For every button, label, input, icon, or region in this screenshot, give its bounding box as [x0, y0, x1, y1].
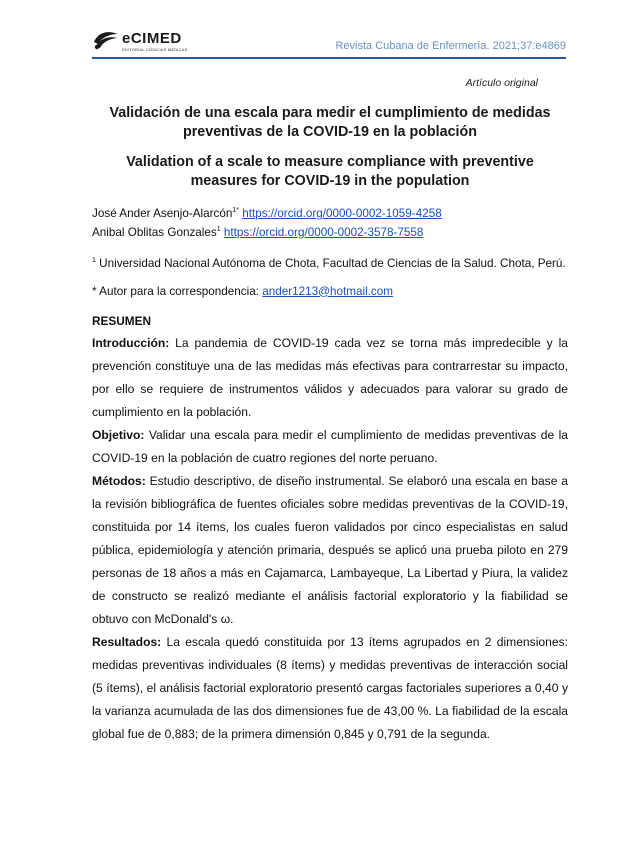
affiliation-text: Universidad Nacional Autónoma de Chota, Facultad de Ciencias de la Salud. Chota, Perú. — [99, 256, 566, 270]
author-line — [92, 203, 568, 222]
affiliation-mark: 1 — [92, 256, 96, 264]
section-text: La pandemia de COVID-19 cada vez se torna más impredecible y la prevención constituye una de las medidas más efectivas para contrarrestar su impacto, por ello se requiere de instrumentos válidos y adecuados para valorar su grado de cumplimiento en la población. — [92, 335, 568, 419]
article-body — [92, 104, 568, 746]
abstract-heading: RESUMEN — [92, 313, 151, 328]
journal-reference: Revista Cubana de Enfermería. 2021;37:e4869 — [335, 40, 566, 52]
section-label: Introducción: — [92, 335, 170, 350]
section-text: Validar una escala para medir el cumplimiento de medidas preventivas de la COVID-19 en la población de cuatro regiones del norte peruano. — [92, 427, 568, 465]
publisher-logo — [92, 28, 202, 54]
author-name: José Ander Asenjo-Alarcón — [92, 206, 233, 220]
abstract-methods — [92, 470, 568, 631]
section-label: Métodos: — [92, 473, 146, 488]
title-english: Validation of a scale to measure compliance with preventive measures for COVID-19 in the population — [126, 154, 534, 189]
section-text: Estudio descriptivo, de diseño instrumental. Se elaboró una escala en base a la revisión bibliográfica de fuentes oficiales sobre medidas preventivas de la COVID-19, constituida por 14 ítems, los cuales fueron validados por cinco especialistas en salud pública, epidemiología y atención primaria, después se aplicó una prueba piloto en 279 personas de 18 años a más en Cajamarca, Lambayeque, La Libertad y Piura, la validez de constructo se realizó mediante el análisis factorial exploratorio y la fiabilidad se obtuvo con McDonald's ω. — [92, 473, 568, 626]
section-text: La escala quedó constituida por 13 ítems agrupados en 2 dimensiones: medidas preventivas individuales (8 ítems) y medidas preventivas de interacción social (5 ítems), el análisis factorial exploratorio presentó cargas factoriales superiores a 0,40 y la varianza acumulada de las dos dimensiones fue de 43,00 %. La fiabilidad de la escala global fue de 0,883; de la primera dimensión 0,845 y 0,791 de la segunda. — [92, 634, 568, 741]
orcid-link[interactable]: https://orcid.org/0000-0002-1059-4258 — [242, 206, 442, 220]
logo-subtitle: EDITORIAL CIENCIAS MÉDICAS — [122, 47, 188, 52]
correspondence-label: * Autor para la correspondencia: — [92, 284, 259, 298]
correspondence — [92, 284, 568, 300]
title-spanish: Validación de una escala para medir el cumplimiento de medidas preventivas de la COVID-19 en la población — [109, 105, 551, 140]
author-marks: 1* — [232, 207, 239, 214]
header-divider — [92, 57, 566, 59]
page-header — [0, 0, 642, 60]
abstract-results — [92, 631, 568, 746]
orcid-link[interactable]: https://orcid.org/0000-0002-3578-7558 — [223, 225, 424, 239]
author-name: Anibal Oblitas Gonzales — [92, 225, 217, 239]
correspondence-email-link[interactable]: ander1213@hotmail.com — [262, 284, 393, 298]
section-label: Resultados: — [92, 634, 162, 649]
affiliation — [92, 252, 568, 272]
abstract-objective — [92, 424, 568, 470]
section-label: Objetivo: — [92, 427, 145, 442]
logo-name: eCIMED — [122, 30, 182, 47]
article-type: Artículo original — [465, 77, 538, 89]
author-marks: 1 — [216, 225, 221, 233]
abstract-introduction — [92, 332, 568, 424]
author-line — [92, 222, 568, 241]
ecimed-leaf-logo-icon — [92, 28, 120, 50]
